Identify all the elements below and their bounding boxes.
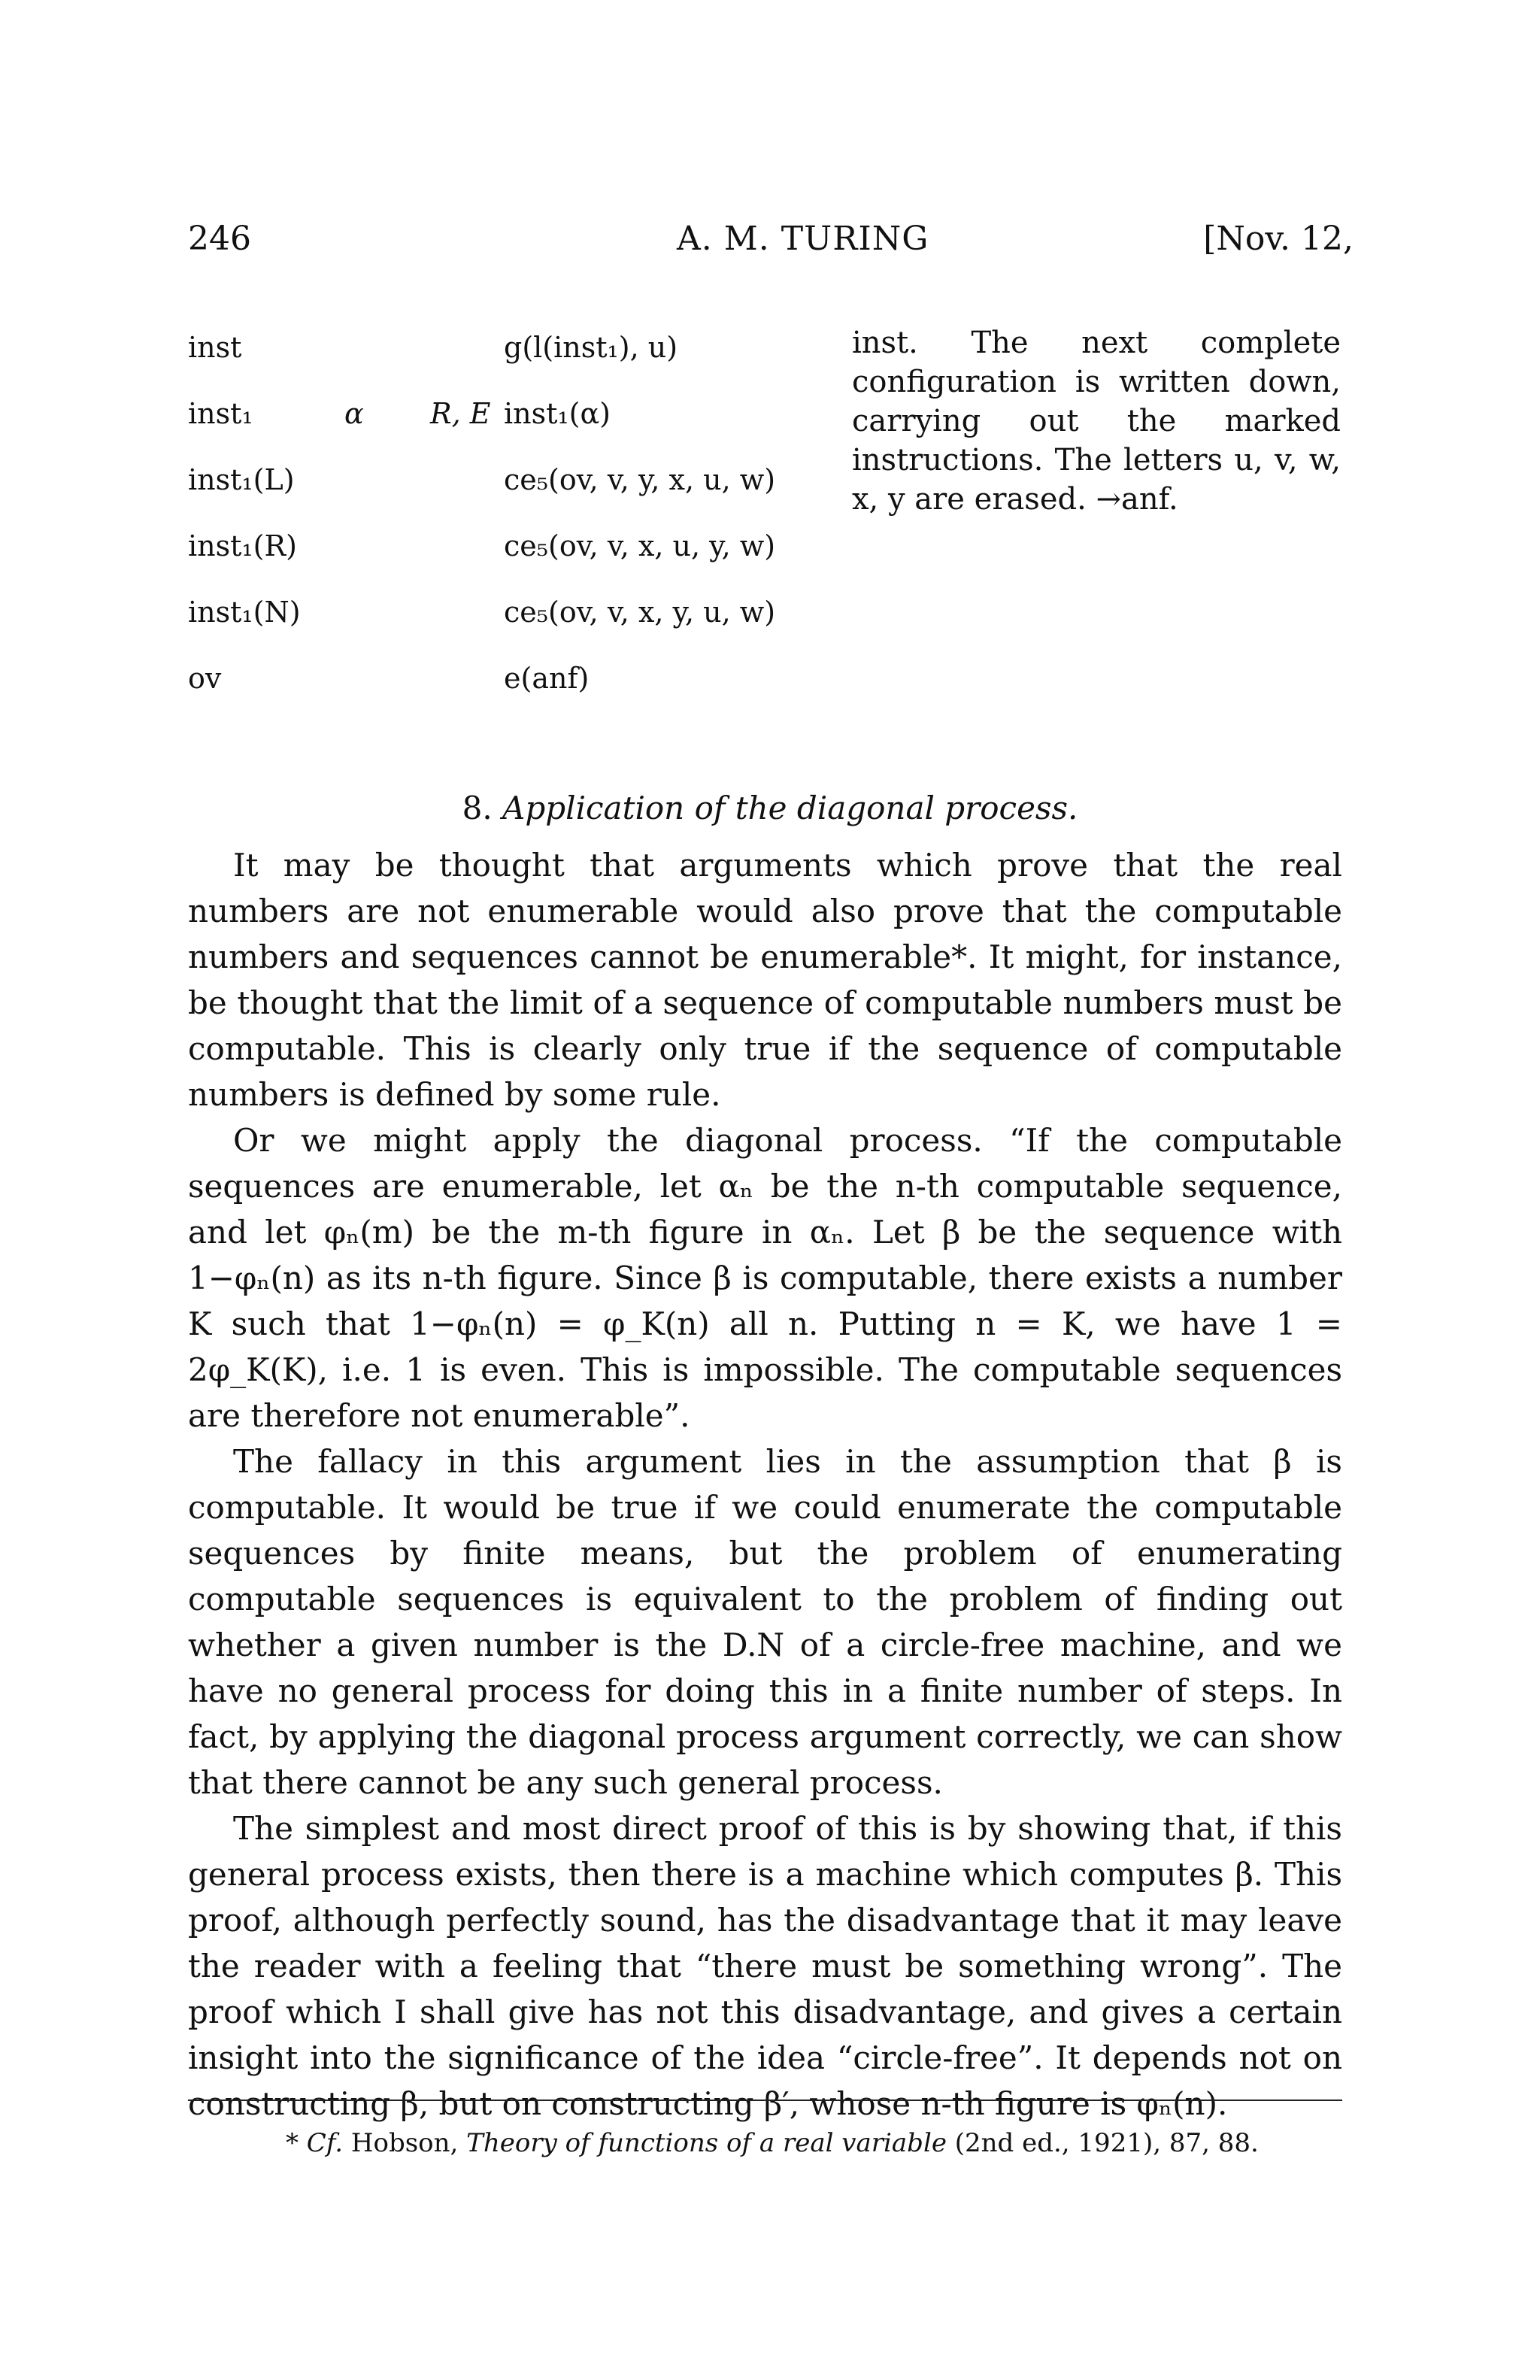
running-date: [Nov. 12, (1203, 220, 1354, 258)
machine-table (188, 331, 835, 707)
m-config: ov (188, 662, 222, 695)
symbol: α (344, 397, 364, 430)
running-header (188, 220, 1354, 265)
table-row (188, 596, 835, 641)
body-text (188, 842, 1342, 2127)
table-row (188, 529, 835, 575)
m-config: inst (188, 331, 242, 364)
footnote-marker: * Cf. (286, 2128, 344, 2158)
final-m-config: ce₅(ov, v, x, y, u, w) (504, 596, 776, 629)
footnote-book-title: Theory of functions of a real variable (466, 2128, 947, 2158)
paragraph: The fallacy in this argument lies in the assumption that β is computable. It would be true if we could enumerate the computable sequences by finite means, but the problem of enumerating computable sequences is equivalent to the problem of finding out whether a given number is the D.N of a circle-free machine, and we have no general process for doing this in a finite number of steps. In fact, by applying the diagonal process argument correctly, we can show that there cannot be any such general process. (188, 1443, 1342, 1801)
m-config: inst₁ (188, 397, 253, 430)
table-row (188, 463, 835, 508)
footnote-details: (2nd ed., 1921), 87, 88. (954, 2128, 1259, 2158)
table-row (188, 397, 835, 442)
final-m-config: ce₅(ov, v, y, x, u, w) (504, 463, 776, 496)
paragraph: Or we might apply the diagonal process. “If the computable sequences are enumerable, let αₙ be the n-th computable sequence, and let φₙ(m) be the m-th figure in αₙ. Let β be the sequence with 1−φₙ(n) as its n-th figure. Since β is computable, there exists a number K such that 1−φₙ(n) = φ_K(n) all n. Putting n = K, we have 1 = 2φ_K(K), i.e. 1 is even. This is impossible. The computable sequences are therefore not enumerable”. (188, 1122, 1342, 1434)
final-m-config: ce₅(ov, v, x, u, y, w) (504, 529, 776, 562)
final-m-config: inst₁(α) (504, 397, 611, 430)
footnote-rule (188, 2100, 1342, 2103)
operations: R, E (430, 397, 491, 430)
footnote (286, 2128, 1338, 2158)
table-row (188, 331, 835, 376)
final-m-config: g(l(inst₁), u) (504, 331, 678, 364)
section-title: Application of the diagonal process. (502, 790, 1078, 826)
running-author: A. M. TURING (677, 220, 929, 258)
footnote-author: Hobson, (350, 2128, 459, 2158)
table-row (188, 662, 835, 707)
section-heading (0, 790, 1540, 826)
page-number: 246 (188, 220, 251, 258)
m-config: inst₁(R) (188, 529, 297, 562)
paragraph: It may be thought that arguments which prove that the real numbers are not enumerable would also prove that the computable numbers and sequences cannot be enumerable*. It might, for instance, be thought that the limit of a sequence of computable numbers must be computable. This is clearly only true if the sequence of computable numbers is defined by some rule. (188, 847, 1342, 1113)
m-config: inst₁(L) (188, 463, 295, 496)
final-m-config: e(anf) (504, 662, 590, 695)
table-note: inst. The next complete configuration is written down, carrying out the marked instructions. The letters u, v, w, x, y are erased. →anf. (852, 326, 1341, 517)
section-number: 8. (462, 790, 493, 826)
m-config: inst₁(N) (188, 596, 301, 629)
paragraph: The simplest and most direct proof of this is by showing that, if this general process exists, then there is a machine which computes β. This proof, although perfectly sound, has the disadvantage that it may leave the reader with a feeling that “there must be something wrong”. The proof which I shall give has not this disadvantage, and gives a certain insight into the significance of the idea “circle-free”. It depends not on constructing β, but on constructing β′, whose n-th figure is φₙ(n). (188, 1810, 1342, 2122)
